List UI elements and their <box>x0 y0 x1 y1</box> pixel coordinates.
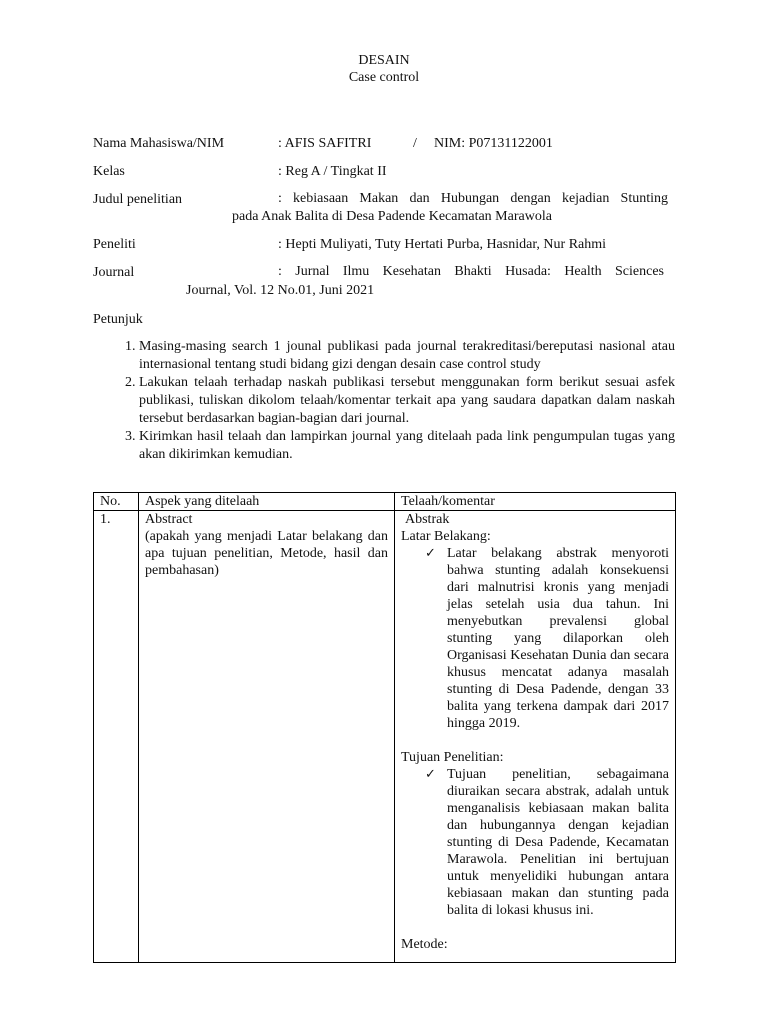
tujuan-heading: Tujuan Penelitian: <box>401 750 504 765</box>
doc-subtitle: Case control <box>348 70 420 85</box>
nama-label: Nama Mahasiswa/NIM <box>93 136 225 151</box>
petunjuk-list <box>93 338 675 464</box>
tujuan-item <box>425 766 669 919</box>
komentar-title: Abstrak <box>405 512 450 527</box>
journal-value-line2: Journal, Vol. 12 No.01, Juni 2021 <box>186 283 375 298</box>
aspek-description: (apakah yang menjadi Latar belakang dan apa tujuan penelitian, Metode, hasil dan pembahasan) <box>145 529 388 578</box>
latar-item <box>425 545 669 732</box>
judul-value-line1: : kebiasaan Makan dan Hubungan dengan kejadian Stunting <box>278 191 668 206</box>
komentar-cell <box>395 511 676 963</box>
journal-value-line1: : Jurnal Ilmu Kesehatan Bhakti Husada: Health Sciences <box>278 264 664 279</box>
aspek-cell <box>139 511 395 963</box>
journal-label: Journal <box>93 265 135 280</box>
doc-title: DESAIN <box>358 53 410 68</box>
tujuan-text: Tujuan penelitian, sebagaimana diuraikan secara abstrak, adalah untuk menganalisis kebiasaan makan balita dan hubungannya dengan kejadian stunting di Desa Padende, Kecamatan Marawola. Penelitian ini bertujuan untuk menyelidiki hubungan antara kebiasaan makan dan stunting pada balita di lokasi khusus ini. <box>447 767 669 918</box>
header-telaah: Telaah/komentar <box>395 493 676 511</box>
petunjuk-item: 2. Lakukan telaah terhadap naskah publikasi tersebut menggunakan form berikut sesuai asfek publikasi, tuliskan dikolom telaah/komentar terkait apa yang saudara dapatkan dalam naskah tersebut berdasarkan bagian-bagian dari journal. <box>139 374 675 428</box>
aspek-title: Abstract <box>145 512 193 527</box>
nim-separator: / <box>413 136 417 151</box>
latar-heading: Latar Belakang: <box>401 529 491 544</box>
petunjuk-heading: Petunjuk <box>93 312 143 327</box>
header-aspek: Aspek yang ditelaah <box>139 493 395 511</box>
judul-label: Judul penelitian <box>93 192 183 207</box>
row-number: 1. <box>94 511 139 963</box>
table-row <box>94 511 676 963</box>
metode-heading: Metode: <box>401 937 448 952</box>
kelas-label: Kelas <box>93 164 125 179</box>
checkmark-icon: ✓ <box>425 767 436 782</box>
nama-value: : AFIS SAFITRI <box>278 136 372 151</box>
petunjuk-item: 3. Kirimkan hasil telaah dan lampirkan journal yang ditelaah pada link pengumpulan tugas yang akan dikirimkan kemudian. <box>139 428 675 464</box>
kelas-value: : Reg A / Tingkat II <box>278 164 387 179</box>
latar-text: Latar belakang abstrak menyoroti bahwa stunting adalah konsekuensi dari malnutrisi kronis yang menjadi jelas setelah usia dua tahun. Ini menyebutkan prevalensi global stunting yang dilaporkan oleh Organisasi Kesehatan Dunia dan secara khusus mencatat adanya masalah stunting di Desa Padende, dengan 33 balita yang terkena dampak dari 2017 hingga 2019. <box>447 546 669 731</box>
petunjuk-item: 1. Masing-masing search 1 jounal publikasi pada journal terakreditasi/bereputasi nasional atau internasional tentang studi bidang gizi dengan desain case control study <box>139 338 675 374</box>
header-no: No. <box>94 493 139 511</box>
checkmark-icon: ✓ <box>425 546 436 561</box>
peneliti-value: : Hepti Muliyati, Tuty Hertati Purba, Hasnidar, Nur Rahmi <box>278 237 607 252</box>
review-table <box>93 492 676 963</box>
nim-value: NIM: P07131122001 <box>434 136 553 151</box>
judul-value-line2: pada Anak Balita di Desa Padende Kecamatan Marawola <box>232 209 552 224</box>
table-header-row <box>94 493 676 511</box>
peneliti-label: Peneliti <box>93 237 136 252</box>
